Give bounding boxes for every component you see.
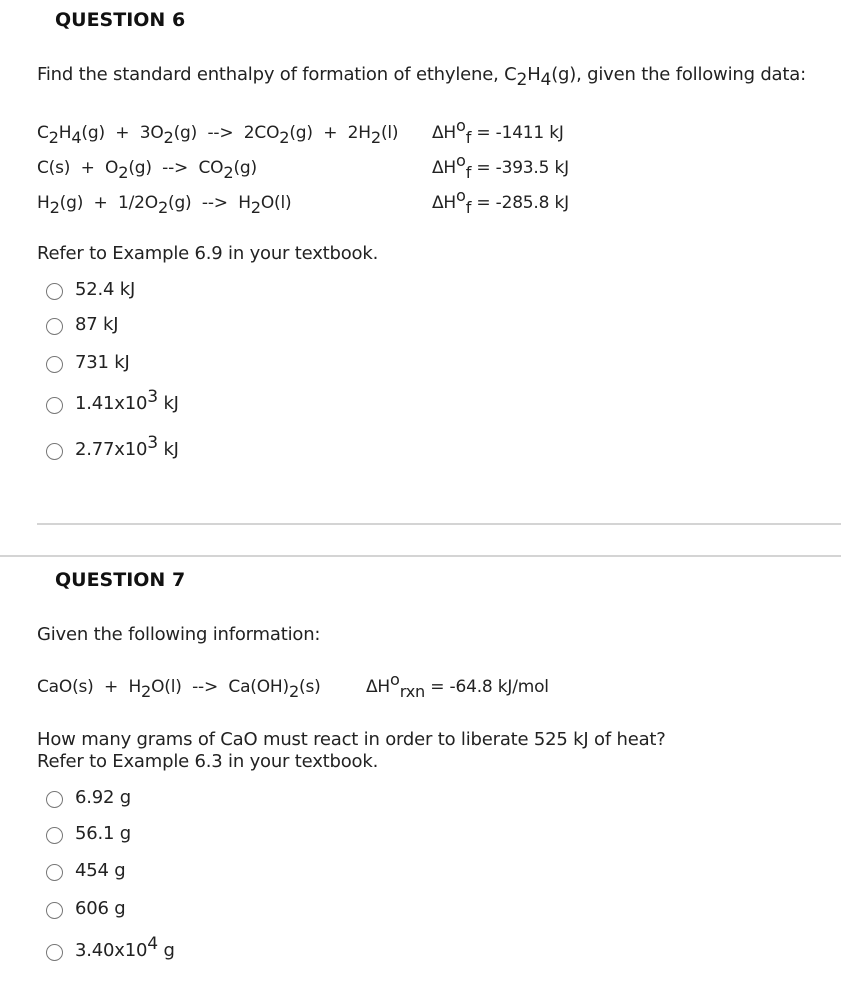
supscript-text: o (456, 116, 466, 135)
answer-radio[interactable] (46, 827, 63, 844)
subscript-text: 2 (48, 128, 59, 147)
answer-label[interactable] (75, 352, 130, 373)
text-segment: C (37, 123, 49, 143)
text-segment: CaO(s) + H (37, 677, 142, 697)
enthalpy-2 (432, 151, 569, 182)
text-segment: ΔH (432, 158, 457, 178)
text-segment: ΔH (366, 677, 391, 697)
text-segment: (g) --> CO (128, 158, 224, 178)
text-segment: 606 g (75, 898, 126, 919)
answer-label[interactable] (75, 387, 179, 414)
supscript-text: 3 (147, 433, 158, 453)
question-7-reference: Refer to Example 6.3 in your textbook. (37, 751, 379, 772)
text-segment: ΔH (432, 123, 457, 143)
text-segment: 56.1 g (75, 823, 132, 844)
equation-1 (37, 123, 399, 147)
text-segment: (g) + 3O (81, 123, 164, 143)
answer-radio[interactable] (46, 283, 63, 300)
text-segment: Find the standard enthalpy of formation of ethylene, C (37, 64, 517, 85)
text-segment: 6.92 g (75, 787, 132, 808)
subscript-text: 2 (288, 682, 300, 701)
answer-radio[interactable] (46, 318, 63, 335)
answer-radio[interactable] (46, 902, 63, 919)
question-7-title: QUESTION 7 (55, 569, 186, 591)
subscript-text: f (465, 198, 472, 217)
question-7-intro: Given the following information: (37, 624, 321, 645)
text-segment: (g) --> H (168, 193, 251, 213)
question-separator (0, 555, 841, 557)
answer-label[interactable] (75, 898, 126, 919)
question-6-title: QUESTION 6 (55, 9, 186, 31)
text-segment: = -393.5 kJ (471, 158, 569, 178)
answer-label[interactable] (75, 787, 131, 808)
answer-radio[interactable] (46, 397, 63, 414)
text-segment: 3.40x10 (75, 940, 148, 961)
text-segment: ΔH (432, 193, 457, 213)
subscript-text: 2 (516, 70, 528, 90)
text-segment: (g), given the following data: (551, 64, 806, 85)
text-segment: 87 kJ (75, 314, 119, 335)
answer-label[interactable] (75, 823, 131, 844)
subscript-text: 2 (223, 163, 234, 182)
subscript-text: 2 (141, 682, 152, 701)
divider (37, 523, 841, 525)
supscript-text: o (456, 186, 466, 205)
text-segment: = -64.8 kJ/mol (425, 677, 549, 697)
text-segment: O(l) (260, 193, 292, 213)
question-6-reference: Refer to Example 6.9 in your textbook. (37, 243, 379, 264)
answer-radio[interactable] (46, 356, 63, 373)
enthalpy-3 (432, 186, 569, 217)
answer-radio[interactable] (46, 864, 63, 881)
equation-2 (37, 158, 257, 182)
equation-cao (37, 677, 321, 701)
text-segment: H (37, 193, 50, 213)
supscript-text: o (456, 151, 466, 170)
answer-label[interactable] (75, 314, 118, 335)
text-segment: 1.41x10 (75, 393, 148, 414)
text-segment: C(s) + O (37, 158, 119, 178)
subscript-text: rxn (399, 682, 426, 701)
supscript-text: 4 (147, 934, 158, 954)
supscript-text: o (390, 670, 400, 689)
text-segment: (g) + 1/2O (59, 193, 158, 213)
subscript-text: f (465, 163, 472, 182)
enthalpy-rxn (366, 670, 549, 701)
answer-radio[interactable] (46, 944, 63, 961)
text-segment: = -1411 kJ (471, 123, 564, 143)
subscript-text: 4 (540, 70, 552, 90)
text-segment: (g) --> 2CO (173, 123, 280, 143)
text-segment: 731 kJ (75, 352, 130, 373)
subscript-text: 2 (250, 198, 261, 217)
subscript-text: f (465, 128, 472, 147)
text-segment: 52.4 kJ (75, 279, 136, 300)
subscript-text: 2 (163, 128, 174, 147)
answer-label[interactable] (75, 433, 179, 460)
subscript-text: 2 (49, 198, 60, 217)
text-segment: kJ (157, 393, 179, 414)
subscript-text: 2 (157, 198, 169, 217)
question-6-prompt (37, 64, 806, 90)
text-segment: (g) (233, 158, 257, 178)
text-segment: (s) (299, 677, 321, 697)
subscript-text: 4 (71, 128, 82, 147)
answer-label[interactable] (75, 934, 175, 961)
question-7-text: How many grams of CaO must react in order to liberate 525 kJ of heat? (37, 729, 666, 750)
text-segment: (g) + 2H (289, 123, 371, 143)
answer-label[interactable] (75, 279, 135, 300)
text-segment: O(l) --> Ca(OH) (151, 677, 289, 697)
text-segment: g (157, 940, 175, 961)
text-segment: H (527, 64, 541, 85)
text-segment: H (58, 123, 72, 143)
text-segment: 454 g (75, 860, 126, 881)
subscript-text: 2 (279, 128, 290, 147)
answer-radio[interactable] (46, 791, 63, 808)
text-segment: kJ (157, 439, 179, 460)
text-segment: 2.77x10 (75, 439, 148, 460)
subscript-text: 2 (370, 128, 381, 147)
supscript-text: 3 (147, 387, 158, 407)
answer-radio[interactable] (46, 443, 63, 460)
subscript-text: 2 (118, 163, 129, 182)
text-segment: (l) (380, 123, 399, 143)
answer-label[interactable] (75, 860, 126, 881)
equation-3 (37, 193, 292, 217)
text-segment: = -285.8 kJ (471, 193, 569, 213)
enthalpy-1 (432, 116, 564, 147)
